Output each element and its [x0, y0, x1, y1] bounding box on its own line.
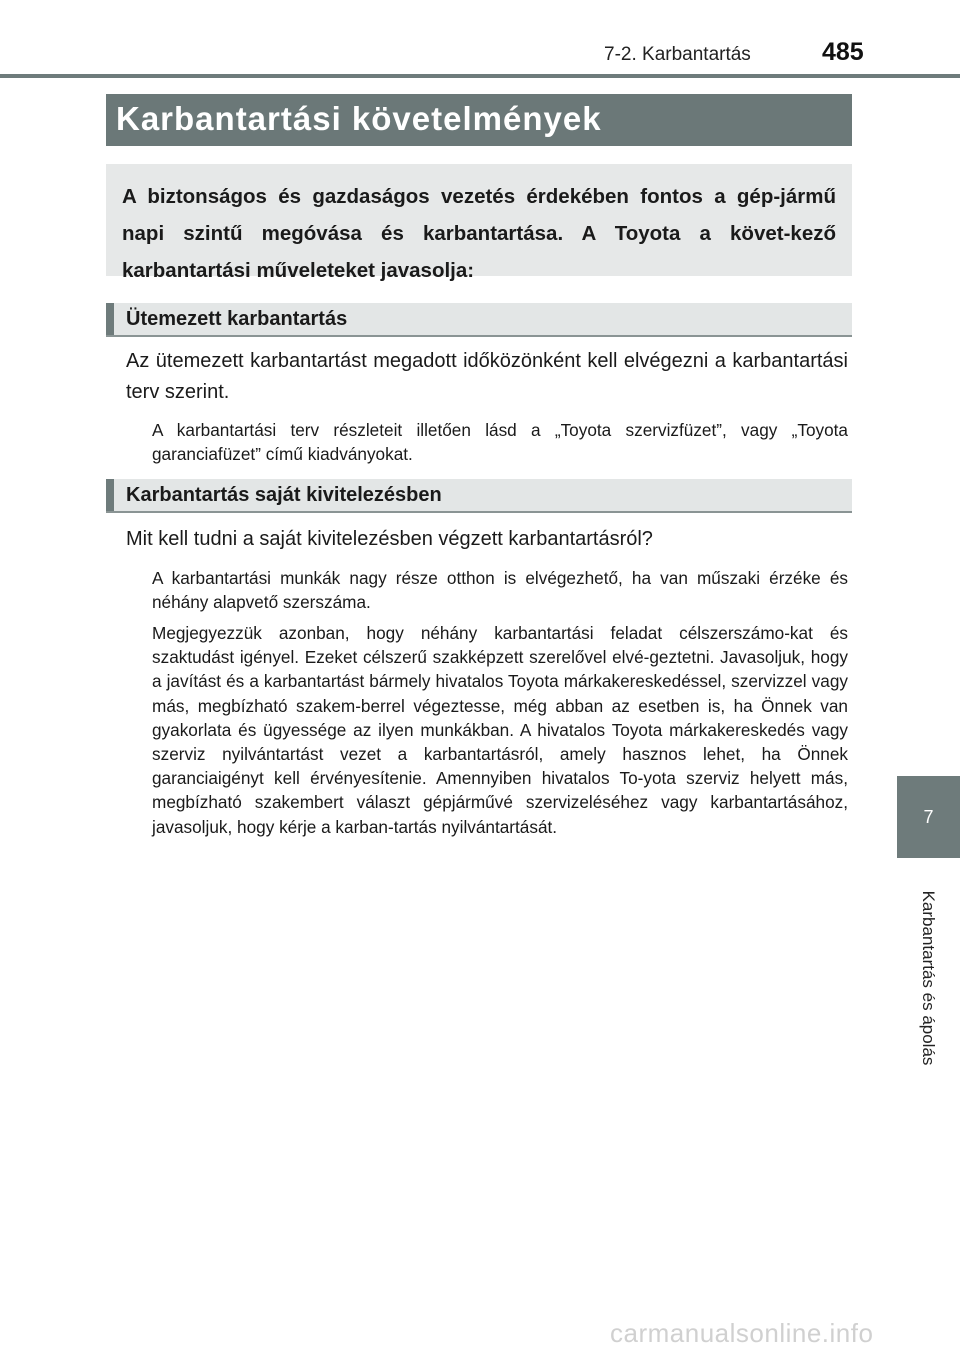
page-title: Karbantartási követelmények [106, 94, 852, 146]
chapter-tab-label: Karbantartás és ápolás [919, 890, 938, 1066]
watermark: carmanualsonline.info [610, 1318, 874, 1348]
section-body-scheduled: Az ütemezett karbantartást megadott időközönként kell elvégezni a karbantartási terv szerint. [126, 350, 848, 403]
note-diy-1: A karbantartási munkák nagy része otthon is elvégezhető, ha van műszaki érzéke és néhány alapvető szerszáma. [152, 568, 848, 613]
page-number: 485 [822, 38, 864, 66]
section-body-diy: Mit kell tudni a saját kivitelezésben végzett karbantartásról? [126, 528, 653, 550]
section-heading-scheduled: Ütemezett karbantartás [106, 303, 852, 337]
intro-box: A biztonságos és gazdaságos vezetés érdekében fontos a gép-jármű napi szintű megóvása és karbantartása. A Toyota a követ-kező karbantartási műveleteket javasolja: [106, 164, 852, 276]
note-scheduled: A karbantartási terv részleteit illetően lásd a „Toyota szervizfüzet”, vagy „Toyota garanciafüzet” című kiadványokat. [152, 420, 848, 465]
note-diy-2: Megjegyezzük azonban, hogy néhány karbantartási feladat célszerszámo-kat és szaktudást igényel. Ezeket célszerű szakképzett szerelővel elvé-geztetni. Javasoljuk, hogy a javítást és a karbantartást bármely hivatalos Toyota márkakereskedéssel, szervizzel vagy más, megbízható szakem-berrel végeztesse, még abban az esetben is, ha Önnek van gyakorlata és ügyessége az ilyen munkákban. A hivatalos Toyota márkakereskedés vagy szerviz nyilvántartást vezet a karbantartásról, amely hasznos lehet, ha Önnek garanciaigényt kell érvényesítenie. Amennyiben hivatalos To-yota szerviz helyett más, megbízható szakembert választ gépjárművé szervizeléséhez vagy karbantartásához, javasoljuk, hogy kérje a karban-tartás nyilvántartását. [152, 623, 848, 837]
section-heading-diy: Karbantartás saját kivitelezésben [106, 479, 852, 513]
running-header-section: 7-2. Karbantartás [604, 44, 751, 65]
chapter-tab-number: 7 [897, 776, 960, 858]
header-divider [0, 74, 960, 78]
